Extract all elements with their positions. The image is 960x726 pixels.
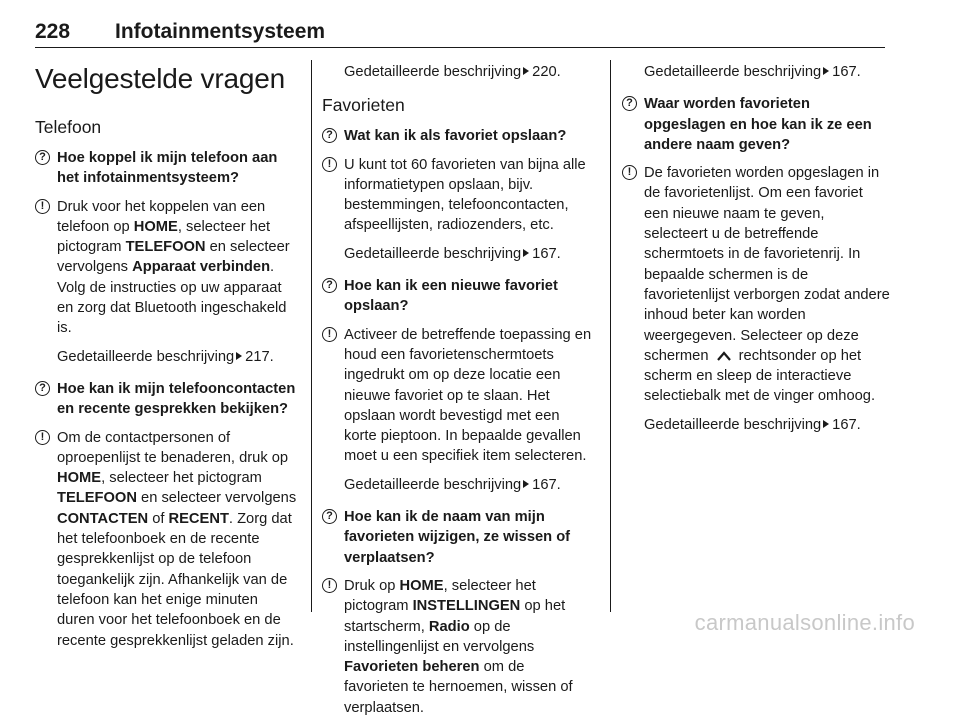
cross-reference[interactable]: Gedetailleerde beschrijving 167.: [344, 476, 561, 493]
exclamation-icon: !: [35, 430, 50, 445]
question: [322, 126, 592, 146]
question: [622, 94, 890, 155]
keyword: CONTACTEN: [57, 510, 149, 527]
question: [322, 276, 592, 317]
keyword: Radio: [428, 618, 470, 635]
answer: ! Om de contactpersonen of oproepenlijst te benaderen, druk op HOME, selecteer het pictogram TELEFOON en selecteer vervolgens CONTACTEN of RECENT. Zorg dat het telefoonboek en de recente gesprekkenlijst op de telefoon toegankelijk zijn. Afhankelijk van de telefoon kan het enige minuten duren voor het telefoonboek en de recente gesprekkenlijst geladen zijn.: [35, 428, 298, 651]
column-divider: [610, 60, 611, 612]
question: [35, 148, 298, 189]
question-text: Waar worden favorieten opgeslagen en hoe kan ik ze een andere naam geven?: [644, 96, 872, 153]
exclamation-icon: !: [322, 578, 337, 593]
cross-reference[interactable]: Gedetailleerde beschrijving 217.: [57, 348, 274, 365]
chevron-up-icon: [716, 350, 732, 362]
triangle-right-icon: [523, 67, 529, 75]
triangle-right-icon: [236, 352, 242, 360]
question-icon: ?: [622, 96, 637, 111]
page-header: [35, 0, 885, 50]
subsection-favorieten: Favorieten: [322, 95, 405, 116]
answer: ! Druk op HOME, selecteer het pictogram INSTELLINGEN op het startscherm, Radio op de instellingenlijst en vervolgens Favorieten beheren om de favorieten te hernoemen, wissen of verplaatsen.: [322, 576, 592, 718]
answer: ! Activeer de betreffende toepassing en houd een favorietenschermtoets ingedrukt om op deze locatie een nieuwe favoriet op te slaan. Het opslaan wordt bevestigd met een korte pieptoon. In bepaalde gevallen moet u een specifiek item selecteren.: [322, 325, 592, 467]
question-icon: ?: [322, 278, 337, 293]
keyword: TELEFOON: [57, 490, 137, 507]
answer: ! De favorieten worden opgeslagen in de favorietenlijst. Om een favoriet een nieuwe naam te geven, selecteert u de betreffende schermtoets in de favorietenrij. In bepaalde schermen is de favorietenlijst verborgen zodat andere inhoud beter kan worden weergegeven. Selecteer op deze schermen rechtsonder op het scherm en sleep de interactieve selectiebalk met de vinger omhoog.: [622, 163, 890, 407]
keyword: Favorieten beheren: [344, 659, 480, 676]
column-1: [35, 58, 298, 659]
question-text: Hoe kan ik een nieuwe favoriet opslaan?: [344, 278, 558, 315]
keyword: HOME: [399, 577, 444, 594]
column-3: [622, 62, 890, 447]
exclamation-icon: !: [322, 157, 337, 172]
column-divider: [311, 60, 312, 612]
question: [322, 507, 592, 568]
exclamation-icon: !: [622, 165, 637, 180]
column-2: [322, 62, 592, 726]
triangle-right-icon: [523, 480, 529, 488]
keyword: INSTELLINGEN: [412, 598, 521, 615]
exclamation-icon: !: [322, 327, 337, 342]
keyword: HOME: [133, 218, 178, 235]
question-icon: ?: [35, 381, 50, 396]
triangle-right-icon: [823, 67, 829, 75]
question-text: Hoe kan ik mijn telefooncontacten en recente gesprekken bekijken?: [57, 380, 296, 418]
question-text: Wat kan ik als favoriet opslaan?: [344, 128, 567, 145]
header-rule: [35, 47, 885, 48]
question-text: Hoe koppel ik mijn telefoon aan het infotainmentsysteem?: [57, 150, 278, 187]
cross-reference[interactable]: Gedetailleerde beschrijving 220.: [344, 64, 561, 80]
keyword: TELEFOON: [125, 239, 206, 256]
question-text: Hoe kan ik de naam van mijn favorieten wijzigen, ze wissen of verplaatsen?: [344, 509, 571, 566]
cross-reference[interactable]: Gedetailleerde beschrijving 167.: [644, 416, 861, 433]
cross-reference[interactable]: Gedetailleerde beschrijving 167.: [344, 245, 561, 262]
subsection-telefoon: Telefoon: [35, 117, 102, 137]
question-icon: ?: [322, 128, 337, 143]
question-icon: ?: [35, 150, 50, 165]
triangle-right-icon: [823, 420, 829, 428]
answer: ! Druk voor het koppelen van een telefoon op HOME, selecteer het pictogram TELEFOON en selecteer vervolgens Apparaat verbinden. Volg de instructies op uw apparaat en zorg dat Bluetooth ingeschakeld is.: [35, 197, 298, 339]
keyword: RECENT: [168, 510, 229, 527]
triangle-right-icon: [523, 249, 529, 257]
cross-reference[interactable]: Gedetailleerde beschrijving 167.: [644, 64, 861, 80]
running-title: Infotainmentsysteem: [115, 20, 326, 43]
section-title: Veelgestelde vragen: [35, 63, 285, 94]
answer: ! U kunt tot 60 favorieten van bijna alle informatietypen opslaan, bijv. bestemmingen, telefooncontacten, afspeellijsten, radiozenders, etc.: [322, 155, 592, 236]
page-number: 228: [35, 20, 71, 43]
keyword: Apparaat verbinden: [132, 259, 271, 276]
exclamation-icon: !: [35, 199, 50, 214]
question-icon: ?: [322, 509, 337, 524]
keyword: HOME: [57, 470, 102, 487]
question: [35, 379, 298, 420]
watermark: carmanualsonline.info: [694, 610, 915, 635]
